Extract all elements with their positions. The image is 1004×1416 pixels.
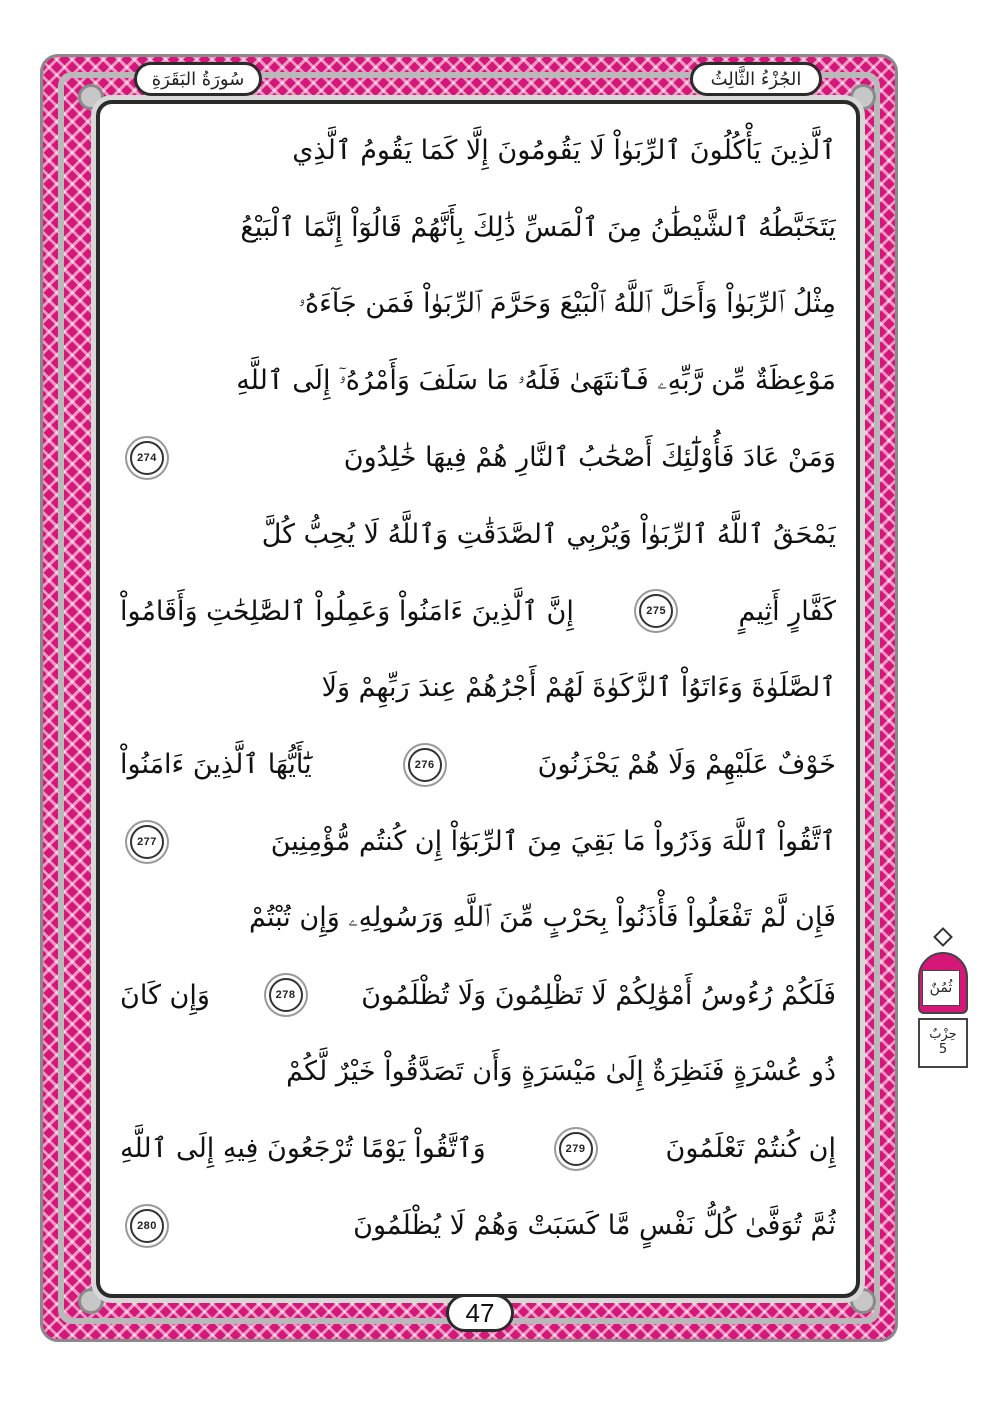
verse-line-text-continued: يَٰٓأَيُّهَا ٱلَّذِينَ ءَامَنُواْ [120,749,312,781]
verse-line-text: إِن كُنتُمْ تَعْلَمُونَ [665,1133,836,1165]
verse-line [120,803,836,880]
hizb-box [918,1018,968,1068]
verse-line-text: ذُو عُسْرَةٍ فَنَظِرَةٌ إِلَىٰ مَيْسَرَةٍ وَأَن تَصَدَّقُواْ خَيْرٌ لَّكُمْ [286,1056,836,1088]
verse-line-text: مَوْعِظَةٌ مِّن رَّبِّهِۦ فَٱنتَهَىٰ فَلَهُۥ مَا سَلَفَ وَأَمْرُهُۥٓ إِلَى ٱللَّهِ [236,364,836,396]
verse-line [120,726,836,803]
verse-line [120,573,836,650]
verse-line [120,650,836,727]
verse-line [120,496,836,573]
page-number: 47 [446,1294,514,1332]
verse-line [120,112,836,189]
ayah-number-marker: 276 [408,748,442,782]
verse-line-text: مِثْلُ ٱلرِّبَوٰاْ وَأَحَلَّ ٱللَّهُ ٱلْبَيْعَ وَحَرَّمَ ٱلرِّبَوٰاْ فَمَن جَآءَهُۥ [298,287,836,319]
ayah-number-marker: 275 [639,594,673,628]
verse-line-text: ثُمَّ تُوَفَّىٰ كُلُّ نَفْسٍ مَّا كَسَبَتْ وَهُمْ لَا يُظْلَمُونَ [353,1210,836,1242]
verse-line-text: ٱتَّقُواْ ٱللَّهَ وَذَرُواْ مَا بَقِيَ مِنَ ٱلرِّبَوٰٓاْ إِن كُنتُم مُّؤْمِنِينَ [270,826,836,858]
verse-line-text: فَإِن لَّمْ تَفْعَلُواْ فَأْذَنُواْ بِحَرْبٍ مِّنَ ٱللَّهِ وَرَسُولِهِۦ وَإِن تُبْتُمْ [249,902,836,934]
verse-line [120,957,836,1034]
verse-text [120,112,836,1264]
verse-line [120,1110,836,1187]
verse-line [120,880,836,957]
verse-line-text: وَمَنْ عَادَ فَأُوْلَٰٓئِكَ أَصْحَٰبُ ٱلنَّارِ هُمْ فِيهَا خَٰلِدُونَ [343,442,836,474]
verse-line-text-continued: وَٱتَّقُواْ يَوْمًا تُرْجَعُونَ فِيهِ إِلَى ٱللَّهِ [120,1133,486,1165]
verse-line [120,1034,836,1111]
verse-line-text: يَمْحَقُ ٱللَّهُ ٱلرِّبَوٰاْ وَيُرْبِي ٱلصَّدَقَٰتِ وَٱللَّهُ لَا يُحِبُّ كُلَّ [261,518,836,550]
ayah-number-marker: 280 [130,1209,164,1243]
verse-line [120,419,836,496]
hizb-marker [916,930,970,1072]
verse-line-text: كَفَّارٍ أَثِيمٍ [738,595,836,627]
verse-line [120,266,836,343]
ayah-number-marker: 277 [130,825,164,859]
verse-line [120,342,836,419]
verse-line-text: يَتَخَبَّطُهُ ٱلشَّيْطَٰنُ مِنَ ٱلْمَسِّ ذَٰلِكَ بِأَنَّهُمْ قَالُوٓاْ إِنَّمَا ٱلْبَيْعُ [240,211,836,243]
verse-line-text: فَلَكُمْ رُءُوسُ أَمْوَٰلِكُمْ لَا تَظْلِمُونَ وَلَا تُظْلَمُونَ [361,979,836,1011]
verse-line [120,189,836,266]
thumun-label: ثُمُنٌ [922,970,960,1006]
surah-label: سُورَةُ البَقَرَةِ [134,62,262,96]
ayah-number-marker: 274 [130,441,164,475]
verse-line [120,1187,836,1264]
verse-line-text-continued: وَإِن كَانَ [120,979,210,1011]
verse-line-text: ٱلَّذِينَ يَأْكُلُونَ ٱلرِّبَوٰاْ لَا يَقُومُونَ إِلَّا كَمَا يَقُومُ ٱلَّذِي [292,134,836,166]
hizb-number: 5 [938,1042,948,1057]
hizb-label: حِزْبٌ [929,1027,957,1043]
verse-line-text-continued: إِنَّ ٱلَّذِينَ ءَامَنُواْ وَعَمِلُواْ ٱلصَّٰلِحَٰتِ وَأَقَامُواْ [120,595,574,627]
diamond-icon [933,927,953,947]
juz-label: الجُزْءُ الثَّالِثُ [690,62,822,96]
verse-line-text: ٱلصَّلَوٰةَ وَءَاتَوُاْ ٱلزَّكَوٰةَ لَهُمْ أَجْرُهُمْ عِندَ رَبِّهِمْ وَلَا [321,672,836,704]
ayah-number-marker: 278 [269,978,303,1012]
ayah-number-marker: 279 [559,1132,593,1166]
verse-line-text: خَوْفٌ عَلَيْهِمْ وَلَا هُمْ يَحْزَنُونَ [537,749,836,781]
